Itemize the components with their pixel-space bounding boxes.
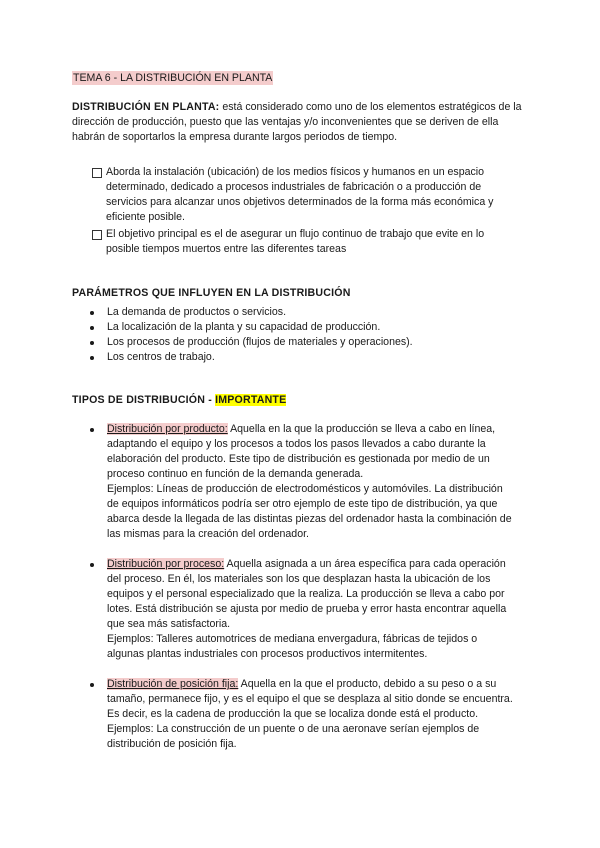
list-item: [90, 320, 530, 335]
checklist-item: [92, 227, 512, 257]
bullet-icon: [90, 311, 94, 315]
parameter-text: Los procesos de producción (flujos de materiales y operaciones).: [107, 336, 413, 348]
types-heading: [72, 393, 286, 408]
type-term: Distribución por producto:: [107, 423, 228, 435]
type-description: [107, 557, 515, 632]
checklist-item-text: Aborda la instalación (ubicación) de los medios físicos y humanos en un espacio determinado, dedicado a procesos industriales de fabricación o a producción de servicios para alcanzar unos objetivos determinados de la forma más económica y eficiente posible.: [106, 166, 494, 223]
list-item: [90, 422, 515, 542]
intro-term: DISTRIBUCIÓN EN PLANTA:: [72, 101, 220, 113]
type-term: Distribución de posición fija:: [107, 678, 239, 690]
type-text: Aquella asignada a un área específica para cada operación del proceso. En él, los materiales son los que desplazan hasta la ubicación de los equipos y el personal especializado que la realiza. La producción se lleva a cabo por lotes. Está distribución se ajusta por medio de prueba y error hasta encontrar aquella que sea más satisfactoria.: [107, 558, 507, 630]
bullet-icon: [90, 356, 94, 360]
intro-text: está considerado como uno de los elementos estratégicos de la dirección de producción, puesto que las ventajas y/o inconvenientes que se deriven de ella habrán de soportarlos la empresa durante largos periodos de tiempo.: [72, 101, 522, 143]
list-item: [90, 305, 530, 320]
parameter-text: La demanda de productos o servicios.: [107, 306, 287, 318]
type-text: Aquella en la que el producto, debido a su peso o a su tamaño, permanece fijo, y es el equipo el que se desplaza al sitio donde se encuentra. Es decir, es la cadena de producción la que se localiza donde está el producto.: [107, 678, 513, 720]
bullet-icon: [90, 683, 94, 687]
parameters-list: [90, 305, 530, 365]
types-heading-text: TIPOS DE DISTRIBUCIÓN -: [72, 394, 216, 406]
bullet-icon: [90, 341, 94, 345]
bullet-icon: [90, 563, 94, 567]
checklist: [92, 165, 512, 259]
bullet-icon: [90, 428, 94, 432]
type-description: [107, 422, 515, 482]
type-example: Ejemplos: Talleres automotrices de mediana envergadura, fábricas de tejidos o algunas plantas industriales con procesos productivos intermitentes.: [107, 633, 478, 660]
types-list: [90, 422, 515, 752]
intro-paragraph: [72, 100, 532, 145]
list-item: [90, 335, 530, 350]
type-term: Distribución por proceso:: [107, 558, 225, 570]
list-item: [90, 557, 515, 662]
parameters-heading: PARÁMETROS QUE INFLUYEN EN LA DISTRIBUCIÓN: [72, 287, 351, 299]
checkbox-icon: [92, 168, 102, 178]
document-title: TEMA 6 - LA DISTRIBUCIÓN EN PLANTA: [73, 72, 273, 84]
checklist-item-text: El objetivo principal es el de asegurar un flujo continuo de trabajo que evite en lo posible tiempos muertos entre las diferentes tareas: [106, 228, 485, 255]
type-description: [107, 677, 515, 722]
type-example: Ejemplos: Líneas de producción de electrodomésticos y automóviles. La distribución de equipos informáticos podría ser otro ejemplo de este tipo de distribución, ya que abarca desde la llegada de las distintas piezas del ordenador hasta la combinación de las mismas para la creación del ordenador.: [107, 483, 512, 540]
bullet-icon: [90, 326, 94, 330]
list-item: [90, 677, 515, 752]
parameter-text: La localización de la planta y su capacidad de producción.: [107, 321, 381, 333]
list-item: [90, 350, 530, 365]
checklist-item: [92, 165, 512, 225]
checkbox-icon: [92, 230, 102, 240]
important-highlight: IMPORTANTE: [215, 394, 287, 406]
type-text: Aquella en la que la producción se lleva a cabo en línea, adaptando el equipo y los procesos a todos los pasos llevados a cabo durante la elaboración del producto. Este tipo de distribución es gestionada por medio de un proceso continuo en función de la demanda generada.: [107, 423, 496, 480]
parameter-text: Los centros de trabajo.: [107, 351, 215, 363]
type-example: Ejemplos: La construcción de un puente o de una aeronave serían ejemplos de distribución de posición fija.: [107, 723, 480, 750]
